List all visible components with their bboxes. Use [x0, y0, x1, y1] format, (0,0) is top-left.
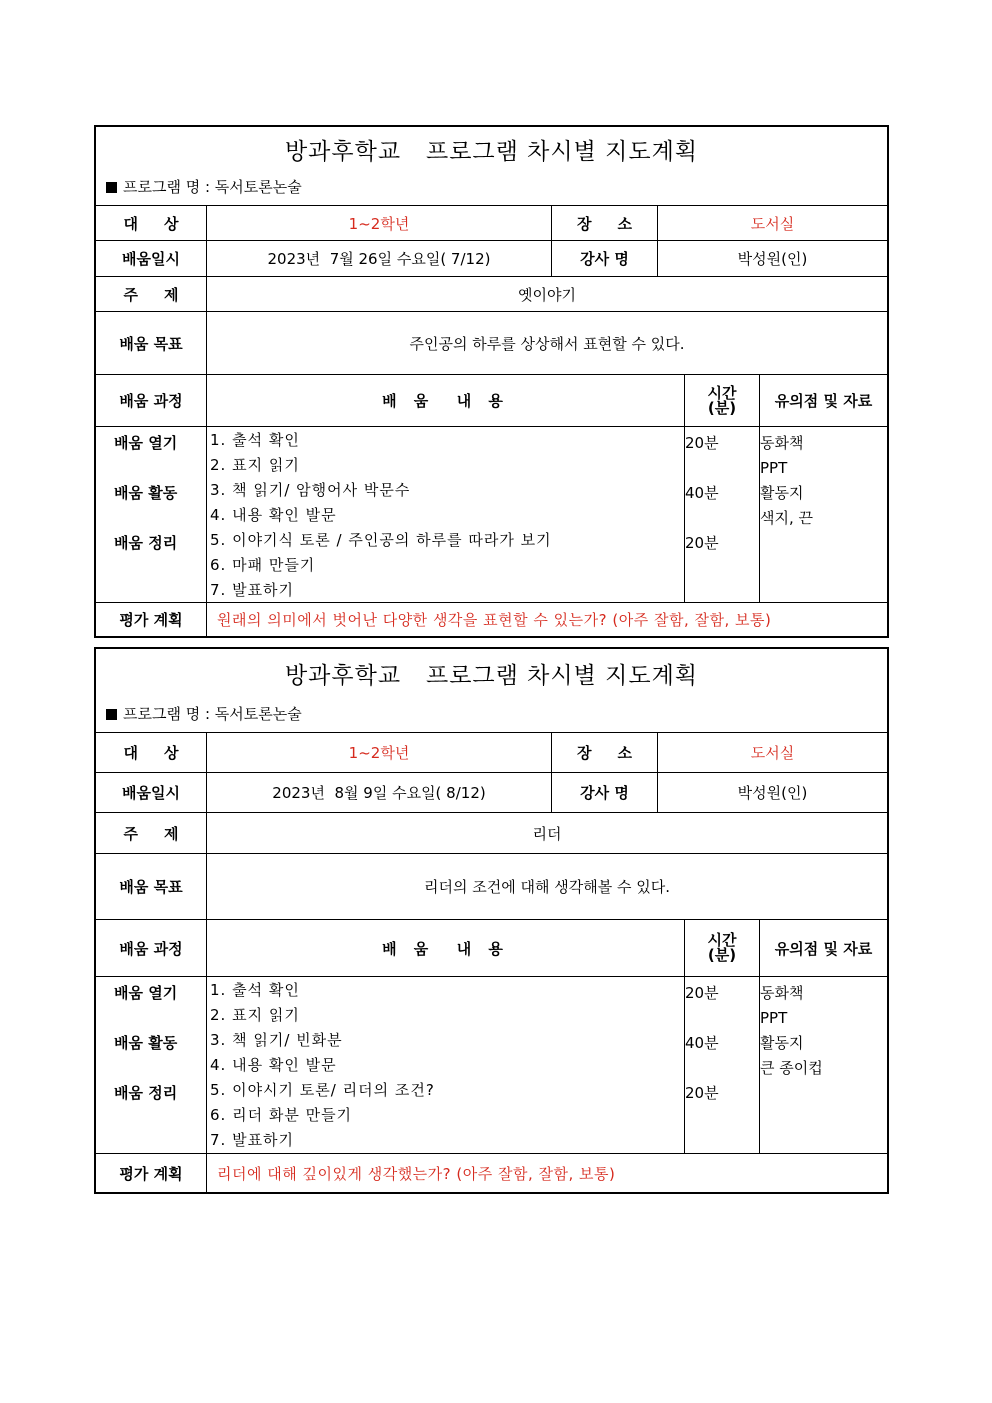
list-item: 1. 출석 확인	[210, 981, 300, 999]
list-item: 1. 출석 확인	[210, 431, 300, 449]
process-header-row	[96, 375, 887, 427]
materials-list	[760, 977, 887, 1153]
date-row	[96, 241, 887, 277]
teacher-value: 박성원(인)	[737, 250, 808, 268]
stage-close: 배움 정리	[114, 1084, 178, 1102]
process-body-row	[96, 427, 887, 603]
material-item: PPT	[760, 459, 788, 477]
program-name: 프로그램 명 : 독서토론논술	[96, 703, 302, 724]
list-item: 5. 이야기식 토론 / 주인공의 하루를 따라가 보기	[210, 531, 552, 549]
lesson-plan-2	[94, 647, 889, 1194]
materials-list	[760, 427, 887, 602]
process-header-row	[96, 920, 887, 977]
place-value: 도서실	[750, 214, 795, 233]
goal-value: 주인공의 하루를 상상해서 표현할 수 있다.	[409, 334, 685, 353]
time-value: 20분	[685, 434, 719, 452]
goal-row	[96, 312, 887, 375]
square-bullet-icon	[106, 709, 117, 720]
place-label: 장 소	[552, 733, 658, 772]
date-row	[96, 773, 887, 813]
list-item: 3. 책 읽기/ 빈화분	[210, 1031, 343, 1049]
target-row	[96, 733, 887, 773]
time-value: 20분	[685, 534, 719, 552]
eval-label: 평가 계획	[96, 1154, 207, 1192]
content-label: 배 움 내 용	[207, 375, 685, 426]
material-item: 색지, 끈	[760, 509, 814, 527]
time-value: 40분	[685, 484, 719, 502]
list-item: 3. 책 읽기/ 암행어사 박문수	[210, 481, 411, 499]
date-value: 2023년 7월 26일 수요일( 7/12)	[207, 241, 552, 276]
time-value: 20분	[685, 984, 719, 1002]
material-item: 활동지	[760, 484, 804, 502]
topic-value: 리더	[532, 824, 562, 843]
list-item: 6. 리더 화분 만들기	[210, 1106, 353, 1124]
material-item: 동화책	[760, 434, 804, 452]
topic-label: 주 제	[96, 813, 207, 853]
teacher-label: 강사 명	[552, 241, 658, 276]
material-item: 큰 종이컵	[760, 1059, 823, 1077]
plan-header	[96, 649, 887, 733]
teacher-value: 박성원(인)	[737, 784, 808, 802]
teacher-label: 강사 명	[552, 773, 658, 812]
time-value: 20분	[685, 1084, 719, 1102]
stage-list	[96, 977, 207, 1153]
stage-open: 배움 열기	[114, 984, 178, 1002]
goal-value: 리더의 조건에 대해 생각해볼 수 있다.	[424, 878, 670, 896]
target-label: 대 상	[96, 733, 207, 772]
plan-header	[96, 127, 887, 206]
topic-row	[96, 277, 887, 312]
topic-row	[96, 813, 887, 854]
eval-value: 리더에 대해 깊이있게 생각했는가? (아주 잘함, 잘함, 보통)	[217, 1164, 616, 1183]
date-value: 2023년 8월 9일 수요일( 8/12)	[207, 773, 552, 812]
list-item: 2. 표지 읽기	[210, 456, 300, 474]
stage-list	[96, 427, 207, 602]
list-item: 4. 내용 확인 발문	[210, 506, 337, 524]
process-label: 배움 과정	[96, 920, 207, 976]
program-name: 프로그램 명 : 독서토론논술	[96, 176, 302, 197]
time-list	[685, 977, 760, 1153]
content-list	[207, 427, 685, 602]
list-item: 7. 발표하기	[210, 1131, 295, 1149]
time-value: 40분	[685, 1034, 719, 1052]
process-label: 배움 과정	[96, 375, 207, 426]
date-label: 배움일시	[96, 773, 207, 812]
note-label: 유의점 및 자료	[774, 392, 873, 410]
target-row	[96, 206, 887, 241]
target-value: 1~2학년	[207, 733, 552, 772]
goal-row	[96, 854, 887, 920]
list-item: 6. 마패 만들기	[210, 556, 316, 574]
date-label: 배움일시	[96, 241, 207, 276]
list-item: 2. 표지 읽기	[210, 1006, 300, 1024]
process-body-row	[96, 977, 887, 1154]
stage-activity: 배움 활동	[114, 1034, 178, 1052]
material-item: PPT	[760, 1009, 788, 1027]
target-value: 1~2학년	[207, 206, 552, 240]
list-item: 7. 발표하기	[210, 581, 295, 599]
stage-activity: 배움 활동	[114, 484, 178, 502]
eval-row	[96, 1154, 887, 1192]
stage-close: 배움 정리	[114, 534, 178, 552]
list-item: 5. 이야시기 토론/ 리더의 조건?	[210, 1081, 435, 1099]
plan-title: 방과후학교 프로그램 차시별 지도계획	[284, 139, 699, 165]
time-label: 시간 (분)	[685, 375, 760, 426]
eval-label: 평가 계획	[96, 603, 207, 636]
plan-title: 방과후학교 프로그램 차시별 지도계획	[284, 663, 699, 689]
topic-label: 주 제	[96, 277, 207, 311]
content-list	[207, 977, 685, 1153]
eval-row	[96, 603, 887, 636]
note-label: 유의점 및 자료	[774, 939, 873, 958]
goal-label: 배움 목표	[96, 854, 207, 919]
stage-open: 배움 열기	[114, 434, 178, 452]
time-label: 시간 (분)	[685, 920, 760, 976]
content-label: 배 움 내 용	[207, 920, 685, 976]
list-item: 4. 내용 확인 발문	[210, 1056, 337, 1074]
time-list	[685, 427, 760, 602]
eval-value: 원래의 의미에서 벗어난 다양한 생각을 표현할 수 있는가? (아주 잘함, 잘함, 보통)	[217, 611, 772, 629]
topic-value: 옛이야기	[518, 285, 576, 304]
material-item: 활동지	[760, 1034, 804, 1052]
target-label: 대 상	[96, 206, 207, 240]
place-label: 장 소	[552, 206, 658, 240]
place-value: 도서실	[750, 744, 795, 762]
material-item: 동화책	[760, 984, 804, 1002]
lesson-plan-1	[94, 125, 889, 638]
square-bullet-icon	[106, 182, 117, 193]
goal-label: 배움 목표	[96, 312, 207, 374]
